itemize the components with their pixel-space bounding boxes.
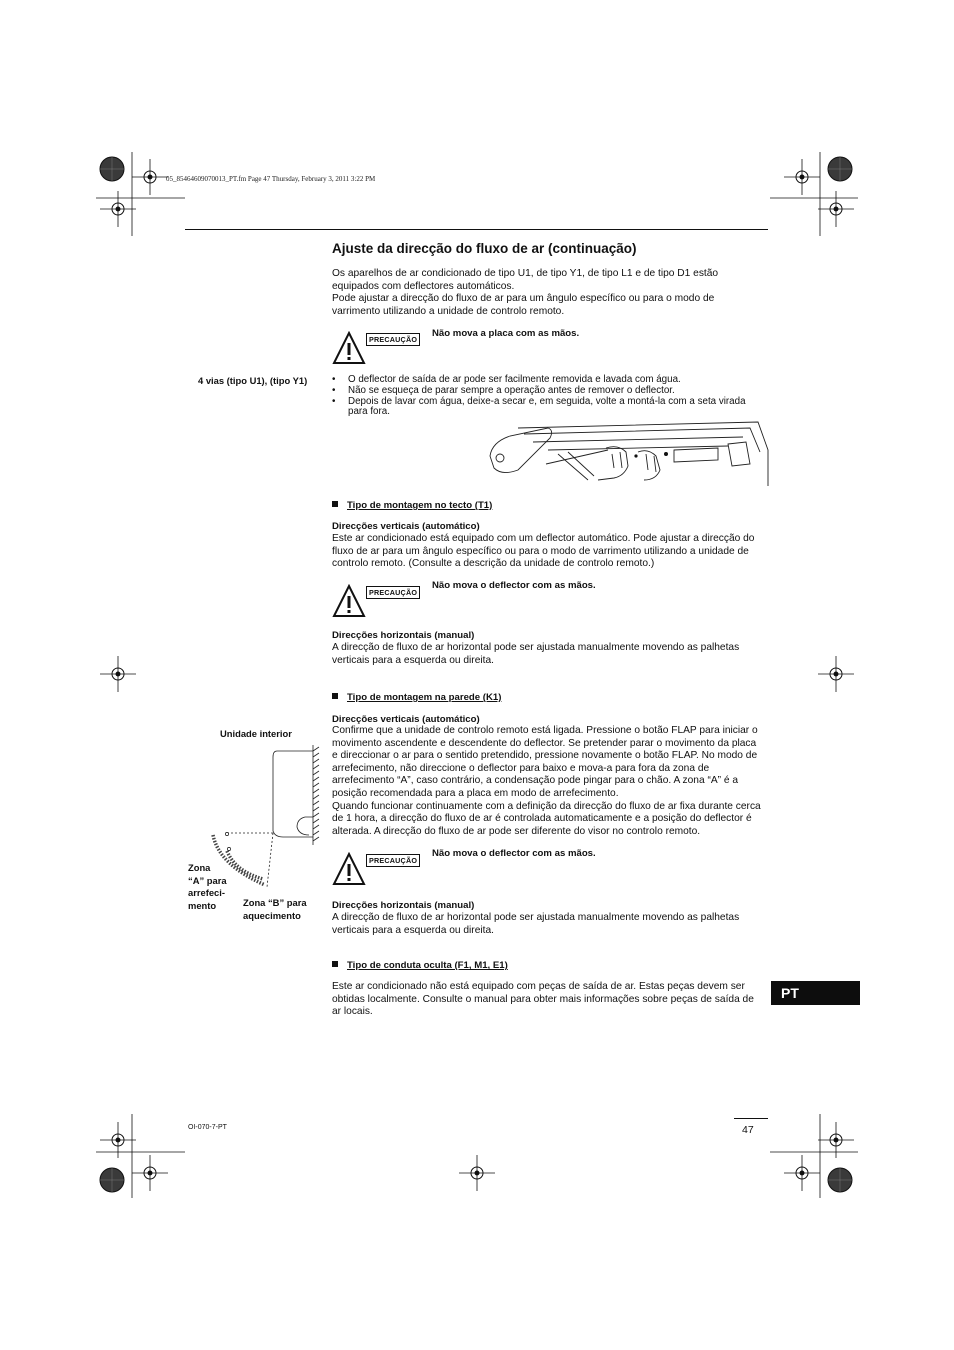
paragraph-line: arrefecimento “A”, caso contrário, a condensação pode pingar para o chão. A zona “A” é a [332, 775, 739, 787]
paragraph-line: controlo remoto. (Consulte a descrição da unidade de controlo remoto.) [332, 558, 655, 570]
paragraph-line: Confirme que a unidade de controlo remoto está ligada. Pressione o botão FLAP para iniciar o [332, 725, 758, 736]
figure-label-line: “A” para [188, 874, 227, 886]
language-tab: PT [771, 981, 860, 1005]
list-item-text: para fora. [348, 406, 390, 418]
paragraph-line: verticais para a esquerda ou direita. [332, 654, 494, 666]
caution-text: Não mova o deflector com as mãos. [432, 848, 596, 859]
list-item-text: Depois de lavar com água, deixe-a secar e, em seguida, volte a montá-la com a seta virada [348, 395, 746, 407]
figure-label-line: Zona “B” para [243, 897, 307, 908]
intro-line: varrimento utilizando a unidade de controlo remoto. [332, 305, 565, 317]
figure-label-line: aquecimento [243, 909, 301, 921]
paragraph-line: posição recomendada para a placa em modo de arrefecimento. [332, 787, 619, 799]
paragraph-line: de 1 hora, a direcção do fluxo de ar é controlada automaticamente e a posição do deflector é [332, 813, 752, 825]
figure-label-indoor-unit: Unidade interior [220, 728, 292, 739]
paragraph-line: Este ar condicionado não está equipado com peças de saída de ar. Estas peças devem ser [332, 981, 745, 992]
paragraph-line: movimento ascendente e descendente do deflector. Se pretender parar o movimento da placa [332, 737, 757, 749]
side-label-4vias: 4 vias (tipo U1), (tipo Y1) [198, 375, 308, 386]
t1-horizontal-paragraph [332, 642, 762, 667]
file-meta-header: 05_85464609070013_PT.fm Page 47 Thursday, February 3, 2011 3:22 PM [166, 175, 376, 183]
warning-triangle-icon [332, 584, 366, 618]
caution-label: PRECAUÇÃO [366, 586, 420, 599]
paragraph-line: fluxo de ar para um ângulo específico ou para o modo de varrimento utilizando a unidade de [332, 545, 749, 557]
square-bullet-icon [332, 501, 338, 507]
paragraph-line: alterada. A direcção do fluxo de ar pode ser diferente do visor no controlo remoto. [332, 825, 701, 837]
intro-line: Pode ajustar a direcção do fluxo de ar para um ângulo específico ou para o modo de [332, 293, 715, 305]
horizontal-directions-heading: Direcções horizontais (manual) [332, 630, 475, 641]
paragraph-line: arrefecimento, não direccione o deflector para baixo e mova-a para fora da zona de [332, 762, 710, 774]
list-item: • O deflector de saída de ar pode ser facilmente removida e lavada com água. [332, 374, 681, 385]
figure-label-line: mento [188, 899, 217, 911]
deflector-removal-illustration [488, 420, 770, 490]
f1-paragraph [332, 981, 762, 1019]
intro-line: equipados com deflectores automáticos. [332, 280, 515, 292]
vertical-directions-heading: Direcções verticais (automático) [332, 521, 480, 532]
figure-label-line: arrefeci- [188, 887, 226, 899]
warning-triangle-icon [332, 852, 366, 886]
section-heading-f1 [332, 960, 508, 973]
caution-text: Não mova a placa com as mãos. [432, 328, 580, 339]
paragraph-line: verticais para a esquerda ou direita. [332, 924, 494, 936]
caution-label: PRECAUÇÃO [366, 854, 420, 867]
section-title: Ajuste da direcção do fluxo de ar (continuação) [332, 241, 637, 256]
section-heading-text: Tipo de montagem na parede (K1) [347, 692, 502, 703]
list-item: • Não se esqueça de parar sempre a operação antes de remover o deflector. [332, 384, 675, 396]
footer-document-code: OI-070-7-PT [188, 1124, 227, 1131]
list-item-text: O deflector de saída de ar pode ser facilmente removida e lavada com água. [348, 374, 681, 385]
figure-label-line: Zona [188, 862, 211, 873]
paragraph-line: A direcção de fluxo de ar horizontal pode ser ajustada manualmente movendo as palhetas [332, 912, 740, 923]
paragraph-line: A direcção de fluxo de ar horizontal pode ser ajustada manualmente movendo as palhetas [332, 642, 740, 653]
vertical-directions-heading: Direcções verticais (automático) [332, 714, 480, 725]
section-heading-text: Tipo de montagem no tecto (T1) [347, 500, 493, 511]
figure-label-zone-a [188, 862, 227, 912]
paragraph-line: Este ar condicionado está equipado com um deflector automático. Pode ajustar a direcção do [332, 533, 755, 544]
page-number: 47 [742, 1124, 754, 1136]
paragraph-line: Quando funcionar continuamente com a definição da direcção do fluxo de ar fixa durante cerca [332, 800, 761, 812]
k1-vertical-paragraph [332, 725, 772, 838]
paragraph-line: ar locais. [332, 1006, 373, 1018]
list-item: • Depois de lavar com água, deixe-a secar e, em seguida, volte a montá-la com a seta virada [332, 395, 746, 407]
square-bullet-icon [332, 961, 338, 967]
caution-label: PRECAUÇÃO [366, 333, 420, 346]
warning-triangle-icon [332, 331, 366, 365]
list-item [332, 407, 762, 418]
square-bullet-icon [332, 693, 338, 699]
t1-vertical-paragraph [332, 533, 762, 571]
caution-text: Não mova o deflector com as mãos. [432, 580, 596, 591]
intro-line: Os aparelhos de ar condicionado de tipo U1, de tipo Y1, de tipo L1 e de tipo D1 estão [332, 268, 719, 279]
section-heading-text: Tipo de conduta oculta (F1, M1, E1) [347, 960, 508, 971]
section-heading-k1 [332, 692, 501, 705]
horizontal-directions-heading: Direcções horizontais (manual) [332, 900, 475, 911]
figure-label-zone-b [243, 897, 307, 922]
paragraph-line: e direccionar o ar para o sentido pretendido, pressione novamente o botão FLAP. No modo de [332, 750, 758, 762]
intro-paragraph [332, 268, 762, 318]
section-heading-t1 [332, 500, 492, 513]
bullet-list [332, 375, 762, 418]
k1-horizontal-paragraph [332, 912, 762, 937]
list-item-text: Não se esqueça de parar sempre a operação antes de remover o deflector. [348, 384, 675, 396]
paragraph-line: obtidas localmente. Consulte o manual para obter mais informações sobre peças de saída de [332, 993, 754, 1005]
